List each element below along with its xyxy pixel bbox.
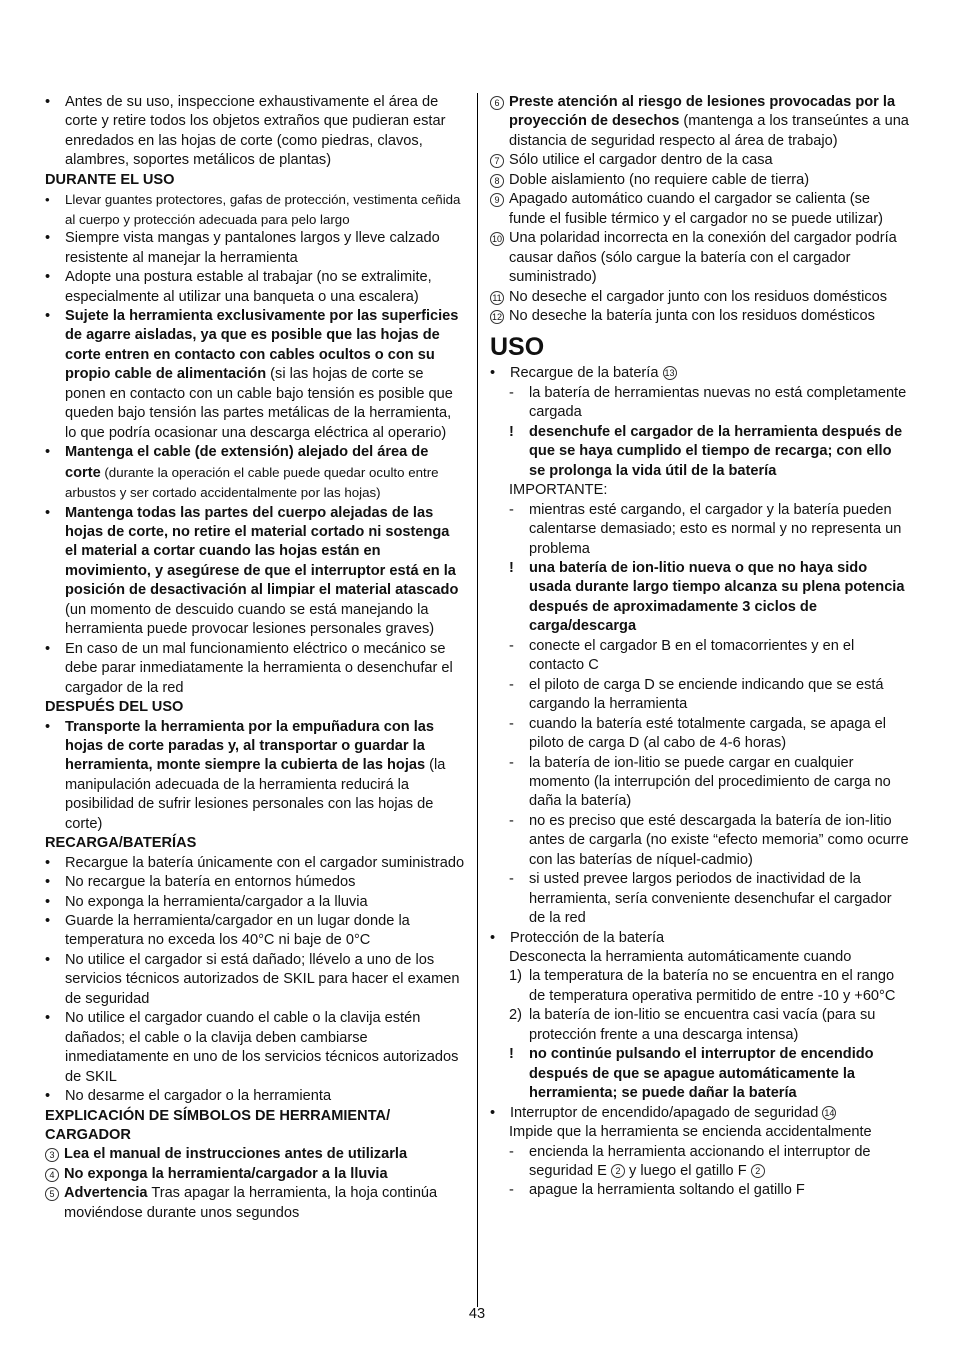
- list-item: [490, 364, 910, 383]
- numbered-text: la temperatura de la batería no se encuentra en el rango de temperatura operativa permitido de entre -10 y +60°C: [529, 968, 896, 1004]
- symbol-text: (mantenga a los transeúntes a una distancia de seguridad respecto al área de trabajo): [509, 113, 909, 149]
- bullet-text: No utilice el cargador si está dañado; llévelo a uno de los servicios técnicos autorizados de SKIL para hacer el examen de seguridad: [65, 951, 460, 1007]
- important-label: IMPORTANTE:: [509, 482, 608, 499]
- heading-line: CARGADOR: [45, 1127, 131, 1144]
- heading-line: EXPLICACIÓN DE SÍMBOLOS DE HERRAMIENTA/: [45, 1107, 391, 1124]
- list-item: [45, 893, 465, 912]
- numbered-item: [490, 1006, 910, 1045]
- paragraph: Desconecta la herramienta automáticamente cuando: [509, 949, 852, 966]
- symbol-text: No exponga la herramienta/cargador a la lluvia: [64, 1165, 388, 1182]
- bullet-text: En caso de un mal funcionamiento eléctrico o mecánico se debe parar inmediatamente la herramienta o desenchufar el cargador de la red: [65, 640, 453, 696]
- list-item: [45, 190, 465, 229]
- circled-number-icon: 9: [490, 193, 504, 207]
- bullet-text: No utilice el cargador cuando el cable o la clavija estén dañados; el cable o la clavija deben cambiarse inmediatamente en uno de los servicios técnicos autorizados de SKIL: [65, 1010, 459, 1085]
- symbol-item-6: [490, 93, 910, 151]
- bullet-text: Siempre vista mangas y pantalones largos y lleve calzado resistente al manejar la herramienta: [65, 230, 440, 266]
- circled-number-icon: 11: [490, 291, 504, 305]
- dash-item: [490, 501, 910, 559]
- dash-item: [490, 754, 910, 812]
- column-divider: [477, 93, 478, 1307]
- bullet-text: (un momento de descuido cuando se está manejando la herramienta puede provocar lesiones personales graves): [65, 601, 435, 638]
- symbol-item-9: [490, 190, 910, 229]
- warning-text: desenchufe el cargador de la herramienta después de que se haya cumplido el tiempo de recarga; con ello se prolonga la vida útil de la batería: [529, 423, 903, 479]
- list-item: [45, 912, 465, 951]
- list-item: [45, 504, 465, 640]
- list-item: [45, 93, 465, 171]
- dash-text: mientras esté cargando, el cargador y la batería pueden calentarse demasiado; esto es normal y no representa un problema: [529, 501, 902, 557]
- list-item: [45, 718, 465, 835]
- bullet-text: Llevar guantes protectores, gafas de protección, vestimenta ceñida al cuerpo y protección adecuada para pelo largo: [65, 192, 461, 227]
- dash-text: conecte el cargador B en el tomacorrientes y en el contacto C: [529, 637, 855, 674]
- bullet-text: No exponga la herramienta/cargador a la lluvia: [65, 893, 368, 910]
- warning-text: no continúe pulsando el interruptor de encendido después de que se apague automáticamente la herramienta; se puede dañar la batería: [529, 1046, 874, 1102]
- list-item: [45, 307, 465, 443]
- numbered-item: [490, 967, 910, 1006]
- bullet-text: (si las hojas de corte se ponen en contacto con un cable bajo tensión es posible que queden bajo tensión las partes metálicas de la herramienta, lo que podría ocasionar una descarga eléctrica al operario): [65, 366, 453, 441]
- circled-number-icon: 3: [45, 1148, 59, 1162]
- section-title-uso: USO: [490, 333, 545, 362]
- dash-text: la batería de ion-litio se puede cargar en cualquier momento (la interrupción del procedimiento de carga no daña la batería): [529, 754, 891, 810]
- circled-number-icon: 13: [664, 368, 675, 379]
- dash-item: [490, 812, 910, 870]
- dash-text: encienda la herramienta accionando el interruptor de seguridad E: [529, 1143, 871, 1180]
- dash-item: [490, 715, 910, 754]
- numbered-text: la batería de ion-litio se encuentra casi vacía (para su protección frente a una descarga intensa): [529, 1007, 876, 1043]
- item-number: 2): [509, 1007, 522, 1024]
- symbol-text: No deseche la batería junta con los residuos domésticos: [509, 307, 875, 324]
- symbol-bold-text: Preste atención al riesgo de lesiones provocadas por la proyección de desechos: [509, 94, 896, 130]
- circled-number-icon: 5: [45, 1187, 59, 1201]
- circled-number-icon: 14: [824, 1107, 835, 1118]
- list-item: [45, 268, 465, 307]
- bullet-text: (la manipulación adecuada de la herramienta reducirá la posibilidad de sufrir lesiones personales con las hojas de corte): [65, 757, 446, 832]
- dash-text: apague la herramienta soltando el gatillo F: [529, 1182, 805, 1199]
- symbol-item-4: [45, 1165, 465, 1184]
- list-item: [45, 640, 465, 698]
- circled-number-icon: 4: [45, 1168, 59, 1182]
- symbol-text: Apagado automático cuando el cargador se calienta (se funde el fusible térmico y el cargador no se puede utilizar): [509, 191, 883, 227]
- dash-text: y luego el gatillo F: [624, 1163, 747, 1180]
- list-item: [45, 1009, 465, 1087]
- list-item: [490, 1104, 910, 1123]
- circled-number-icon: 12: [491, 311, 502, 322]
- symbol-item-12: [490, 307, 910, 326]
- bullet-bold-text: Mantenga el cable (de extensión) alejado del área de corte: [65, 444, 429, 481]
- symbol-item-8: [490, 171, 910, 190]
- bullet-text: Guarde la herramienta/cargador en un lugar donde la temperatura no exceda los 40°C ni baje de 0°C: [65, 913, 410, 949]
- list-item: [45, 229, 465, 268]
- dash-item: [490, 1143, 910, 1182]
- symbol-item-3: [45, 1145, 465, 1164]
- paragraph: Impide que la herramienta se encienda accidentalmente: [509, 1124, 872, 1141]
- section-heading-durante: DURANTE EL USO: [45, 171, 175, 188]
- bullet-text: Protección de la batería: [510, 929, 665, 946]
- circled-number-icon: 10: [491, 234, 502, 245]
- bullet-bold-text: Mantenga todas las partes del cuerpo alejadas de las hojas de corte, no retire el material cortado ni sostenga el material a cortar cuando las hojas están en movimiento, y asegúrese de que el interruptor está en la posición de desactivación al limpiar el material atascado: [65, 504, 459, 599]
- dash-text: no es preciso que esté descargada la batería de ion-litio antes de cargarla (no existe “efecto memoria” como ocurre con las baterías de níquel-cadmio): [529, 812, 909, 868]
- symbol-text: Sólo utilice el cargador dentro de la casa: [509, 152, 773, 169]
- dash-item: [490, 384, 910, 423]
- dash-item: [490, 1181, 910, 1200]
- symbol-item-11: [490, 288, 910, 307]
- symbol-bold-text: Advertencia: [64, 1185, 148, 1202]
- list-item: [45, 951, 465, 1009]
- bullet-text: Adopte una postura estable al trabajar (no se extralimite, especialmente al utilizar una banqueta o una escalera): [65, 269, 432, 305]
- bullet-text: Recargue la batería únicamente con el cargador suministrado: [65, 854, 465, 871]
- bullet-text: Recargue de la batería: [510, 365, 659, 382]
- dash-text: la batería de herramientas nuevas no está completamente cargada: [529, 384, 907, 421]
- symbol-item-5: [45, 1184, 465, 1223]
- item-number: 1): [509, 968, 522, 985]
- list-item: [45, 854, 465, 873]
- bullet-text: Interruptor de encendido/apagado de seguridad: [510, 1104, 819, 1121]
- bullet-text: Antes de su uso, inspeccione exhaustivamente el área de corte y retire todos los objetos extraños que pudieran estar enredados en las hojas de corte (como piedras, clavos, alambres, soportes metálicos de plantas): [65, 94, 446, 169]
- symbol-text: Tras apagar la herramienta, la hoja continúa moviéndose durante unos segundos: [64, 1185, 438, 1221]
- section-heading-recarga: RECARGA/BATERÍAS: [45, 835, 197, 852]
- warning-item: [490, 559, 910, 637]
- warning-item: [490, 423, 910, 481]
- bullet-text: No desarme el cargador o la herramienta: [65, 1088, 332, 1105]
- section-heading-despues: DESPUÉS DEL USO: [45, 699, 184, 716]
- dash-text: cuando la batería esté totalmente cargada, se apaga el piloto de carga D (al cabo de 4-6 horas): [529, 715, 886, 752]
- warning-text: una batería de ion-litio nueva o que no haya sido usada durante largo tiempo alcanza su plena potencia después de aproximadamente 3 ciclos de carga/descarga: [529, 559, 905, 635]
- dash-text: si usted prevee largos periodos de inactividad de la herramienta, sería conveniente desenchufar el cargador de la red: [529, 871, 892, 927]
- bullet-bold-text: Sujete la herramienta exclusivamente por las superficies de agarre aisladas, ya que es posible que las hojas de corte entren en contacto con cables ocultos o con su propio cable de alimentación: [65, 307, 459, 383]
- dash-item: [490, 637, 910, 676]
- symbol-item-10: [490, 229, 910, 287]
- left-column: [45, 93, 465, 1223]
- symbol-text: Una polaridad incorrecta en la conexión del cargador podría causar daños (sólo cargue la batería con el cargador suministrado): [509, 230, 897, 286]
- warning-item: [490, 1045, 910, 1103]
- symbol-text: Doble aislamiento (no requiere cable de tierra): [509, 171, 810, 188]
- list-item: [490, 929, 910, 948]
- dash-item: [490, 676, 910, 715]
- circled-number-icon: 2: [611, 1164, 625, 1178]
- symbol-text: No deseche el cargador junto con los residuos domésticos: [509, 288, 888, 305]
- circled-number-icon: 6: [490, 96, 504, 110]
- circled-number-icon: 2: [751, 1164, 765, 1178]
- dash-item: [490, 870, 910, 928]
- symbol-item-7: [490, 151, 910, 170]
- circled-number-icon: 8: [490, 174, 504, 188]
- dash-text: el piloto de carga D se enciende indicando que se está cargando la herramienta: [529, 676, 884, 713]
- list-item: [45, 873, 465, 892]
- bullet-bold-text: Transporte la herramienta por la empuñadura con las hojas de corte paradas y, al transportar o guardar la herramienta, monte siempre la cubierta de las hojas: [65, 718, 435, 774]
- section-heading-simbolos: [45, 1107, 465, 1146]
- list-item: [45, 443, 465, 503]
- symbol-text: Lea el manual de instrucciones antes de utilizarla: [64, 1146, 408, 1163]
- right-column: [490, 93, 910, 1201]
- page-number: 43: [468, 1306, 486, 1322]
- bullet-text: (durante la operación el cable puede quedar oculto entre arbustos y ser cortado accidentalmente por las hojas): [65, 464, 439, 501]
- circled-number-icon: 7: [490, 154, 504, 168]
- bullet-text: No recargue la batería en entornos húmedos: [65, 874, 356, 891]
- list-item: [45, 1087, 465, 1106]
